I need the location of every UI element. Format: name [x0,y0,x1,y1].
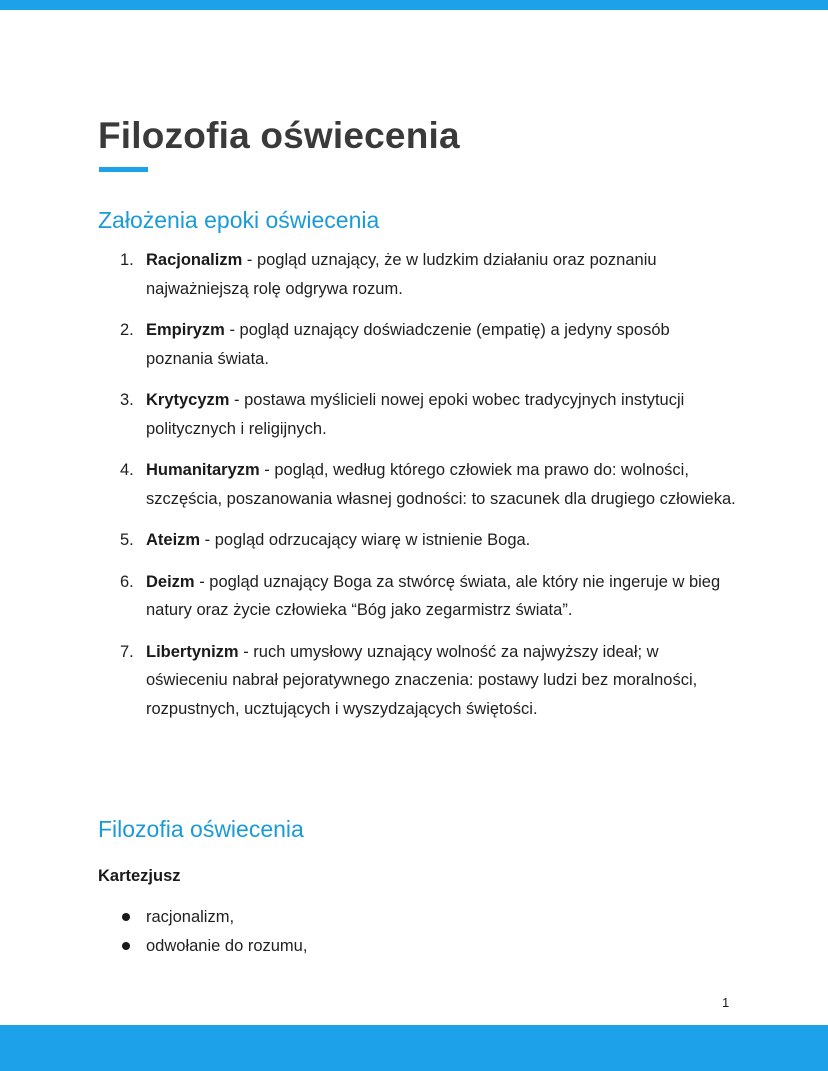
list-item [98,932,307,961]
item-text: - pogląd uznający, że w ludzkim działaniu oraz poznaniu najważniejszą rolę odgrywa rozum. [146,251,657,298]
item-term: Humanitaryzm [146,461,260,479]
item-text: - pogląd, według którego człowiek ma prawo do: wolności, szczęścia, poszanowania własnej godności: to szacunek dla drugiego człowieka. [146,461,736,508]
section-heading-philosophy: Filozofia oświecenia [98,816,304,842]
bullet-text: racjonalizm, [146,908,235,926]
item-number: 5. [120,531,134,549]
item-term: Ateizm [146,531,201,549]
philosopher-name: Kartezjusz [98,867,181,885]
list-item [98,903,307,932]
document-title: Filozofia oświecenia [98,115,460,156]
assumptions-list [98,246,738,736]
item-text: - ruch umysłowy uznający wolność za najwyższy ideał; w oświeceniu nabrał pejoratywnego znaczenia: postawy ludzi bez moralności, rozpustnych, ucztujących i wyszydzających świętości. [146,642,698,718]
item-number: 2. [120,321,134,339]
bullet-icon [122,942,130,950]
item-term: Krytycyzm [146,391,230,409]
item-term: Racjonalizm [146,251,243,269]
list-item [98,386,738,443]
item-term: Deizm [146,572,195,591]
item-text: - pogląd uznający Boga za stwórcę świata, ale który nie ingeruje w bieg natury oraz życie człowieka “Bóg jako zegarmistrz świata”. [146,572,721,619]
list-item [98,526,738,555]
section-heading-assumptions: Założenia epoki oświecenia [98,207,380,233]
item-number: 6. [120,572,134,591]
philosopher-traits-list [98,903,307,960]
item-number: 3. [120,391,134,409]
title-underline [99,167,148,172]
item-number: 1. [120,251,134,269]
item-text: - pogląd odrzucający wiarę w istnienie Boga. [200,531,531,549]
top-accent-bar [0,0,828,10]
item-term: Empiryzm [146,321,225,339]
list-item [98,456,738,513]
item-text: - pogląd uznający doświadczenie (empatię) a jedyny sposób poznania świata. [146,321,670,368]
bullet-text: odwołanie do rozumu, [146,936,308,955]
page-number: 1 [722,995,730,1010]
list-item [98,638,738,724]
list-item [98,246,738,303]
bottom-accent-bar [0,1025,828,1071]
list-item [98,316,738,373]
item-term: Libertynizm [146,642,239,661]
list-item [98,568,738,625]
item-number: 7. [120,642,134,661]
bullet-icon [122,913,130,921]
item-text: - postawa myślicieli nowej epoki wobec tradycyjnych instytucji politycznych i religijnych. [146,391,685,438]
item-number: 4. [120,461,134,479]
